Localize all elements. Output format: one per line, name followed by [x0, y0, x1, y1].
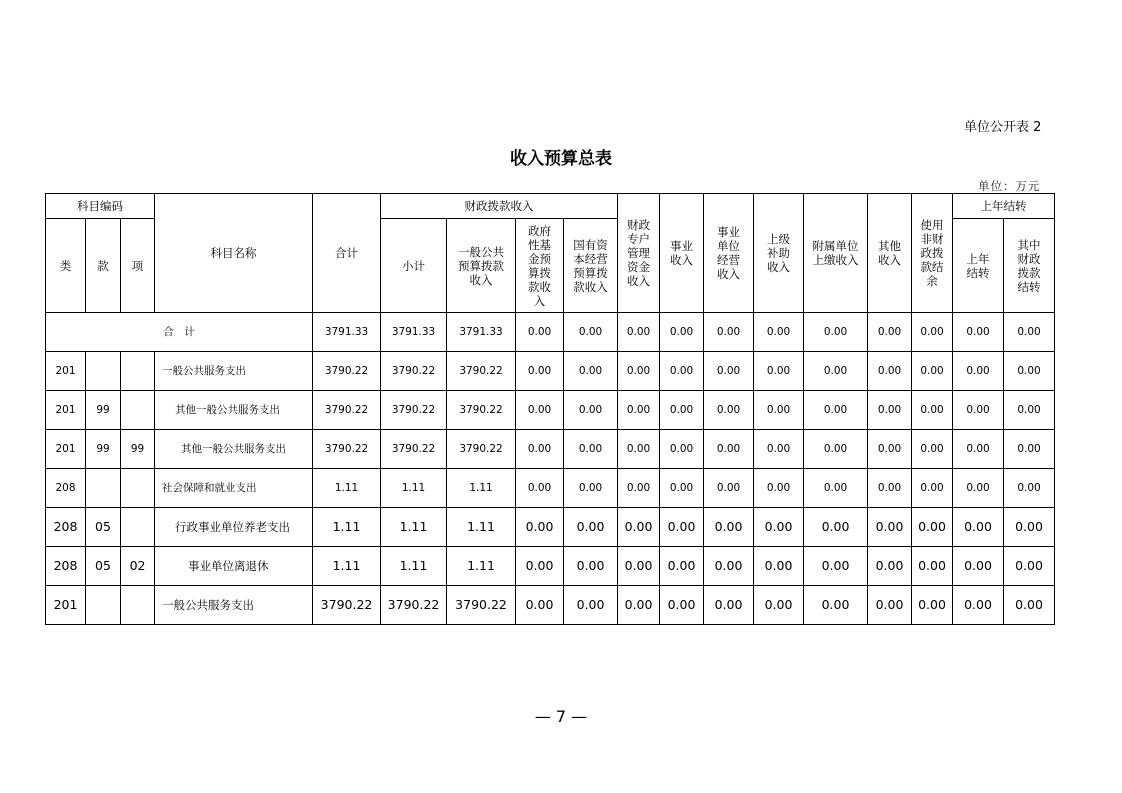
value-cell: 0.00 — [704, 508, 754, 547]
item-name: 社会保障和就业支出 — [155, 469, 313, 508]
code-xiang — [121, 469, 155, 508]
table-row — [46, 508, 1055, 547]
value-cell: 1.11 — [313, 547, 381, 586]
value-cell: 0.00 — [564, 547, 618, 586]
value-cell: 0.00 — [804, 547, 868, 586]
value-cell: 0.00 — [953, 430, 1004, 469]
item-name: 一般公共服务支出 — [155, 352, 313, 391]
total-cell: 0.00 — [516, 313, 564, 352]
value-cell: 0.00 — [516, 430, 564, 469]
table-row — [46, 430, 1055, 469]
code-kuan — [86, 469, 121, 508]
code-xiang — [121, 586, 155, 625]
value-cell: 0.00 — [912, 430, 953, 469]
value-cell: 0.00 — [660, 352, 704, 391]
page-title: 收入预算总表 — [510, 149, 612, 169]
value-cell: 0.00 — [868, 352, 912, 391]
value-cell: 0.00 — [704, 586, 754, 625]
header-total: 合计 — [313, 194, 381, 313]
header-gov-fund: 政府性基金预算拨款收入 — [516, 219, 564, 313]
value-cell: 0.00 — [660, 508, 704, 547]
header-other: 其他收入 — [868, 194, 912, 313]
table-row — [46, 352, 1055, 391]
total-cell: 0.00 — [660, 313, 704, 352]
header-affiliated: 附属单位上缴收入 — [804, 194, 868, 313]
total-cell: 0.00 — [912, 313, 953, 352]
header-fiscal-group: 财政拨款收入 — [381, 194, 618, 219]
header-last-year: 上年结转 — [953, 219, 1004, 313]
header-nonfiscal-balance: 使用非财政拨款结余 — [912, 194, 953, 313]
value-cell: 3790.22 — [381, 430, 447, 469]
value-cell: 0.00 — [912, 547, 953, 586]
value-cell: 0.00 — [660, 586, 704, 625]
value-cell: 0.00 — [953, 586, 1004, 625]
value-cell: 3790.22 — [447, 586, 516, 625]
value-cell: 0.00 — [754, 352, 804, 391]
code-lei: 201 — [46, 430, 86, 469]
value-cell: 0.00 — [618, 547, 660, 586]
value-cell: 1.11 — [447, 508, 516, 547]
header-kuan: 款 — [86, 219, 121, 313]
value-cell: 0.00 — [1004, 352, 1055, 391]
header-name: 科目名称 — [155, 194, 313, 313]
value-cell: 0.00 — [953, 547, 1004, 586]
value-cell: 1.11 — [447, 547, 516, 586]
value-cell: 3790.22 — [381, 586, 447, 625]
value-cell: 0.00 — [1004, 508, 1055, 547]
value-cell: 0.00 — [704, 391, 754, 430]
value-cell: 0.00 — [1004, 547, 1055, 586]
value-cell: 0.00 — [804, 391, 868, 430]
value-cell: 0.00 — [516, 391, 564, 430]
value-cell: 0.00 — [618, 391, 660, 430]
code-kuan: 05 — [86, 508, 121, 547]
value-cell: 0.00 — [754, 547, 804, 586]
table-row — [46, 391, 1055, 430]
total-cell: 0.00 — [953, 313, 1004, 352]
header-code-group: 科目编码 — [46, 194, 155, 219]
value-cell: 0.00 — [704, 469, 754, 508]
value-cell: 0.00 — [618, 508, 660, 547]
value-cell: 1.11 — [313, 508, 381, 547]
item-name: 一般公共服务支出 — [155, 586, 313, 625]
value-cell: 0.00 — [912, 586, 953, 625]
value-cell: 0.00 — [618, 469, 660, 508]
value-cell: 0.00 — [953, 508, 1004, 547]
header-carryover-group: 上年结转 — [953, 194, 1055, 219]
value-cell: 0.00 — [660, 469, 704, 508]
code-xiang — [121, 508, 155, 547]
value-cell: 0.00 — [804, 469, 868, 508]
value-cell: 0.00 — [564, 352, 618, 391]
value-cell: 0.00 — [704, 352, 754, 391]
value-cell: 1.11 — [381, 547, 447, 586]
value-cell: 0.00 — [868, 586, 912, 625]
value-cell: 3790.22 — [313, 586, 381, 625]
income-budget-table — [45, 193, 1055, 625]
value-cell: 0.00 — [953, 469, 1004, 508]
code-xiang — [121, 352, 155, 391]
header-business: 事业收入 — [660, 194, 704, 313]
item-name: 其他一般公共服务支出 — [155, 430, 313, 469]
code-xiang: 02 — [121, 547, 155, 586]
value-cell: 0.00 — [754, 469, 804, 508]
code-kuan: 99 — [86, 391, 121, 430]
value-cell: 0.00 — [516, 547, 564, 586]
code-xiang — [121, 391, 155, 430]
code-kuan: 05 — [86, 547, 121, 586]
total-cell: 3791.33 — [447, 313, 516, 352]
item-name: 其他一般公共服务支出 — [155, 391, 313, 430]
table-row — [46, 469, 1055, 508]
table-row — [46, 547, 1055, 586]
value-cell: 0.00 — [912, 352, 953, 391]
code-lei: 201 — [46, 586, 86, 625]
value-cell: 3790.22 — [447, 391, 516, 430]
header-xiang: 项 — [121, 219, 155, 313]
header-subtotal: 小计 — [381, 219, 447, 313]
code-kuan — [86, 586, 121, 625]
header-fiscal-carryover: 其中财政拨款结转 — [1004, 219, 1055, 313]
page-number: — 7 — — [534, 707, 588, 726]
value-cell: 0.00 — [912, 391, 953, 430]
total-label: 合 计 — [46, 313, 313, 352]
value-cell: 0.00 — [754, 430, 804, 469]
code-kuan: 99 — [86, 430, 121, 469]
header-general-budget: 一般公共预算拨款收入 — [447, 219, 516, 313]
header-special-fund: 财政专户管理资金收入 — [618, 194, 660, 313]
header-lei: 类 — [46, 219, 86, 313]
value-cell: 0.00 — [564, 469, 618, 508]
value-cell: 0.00 — [516, 352, 564, 391]
value-cell: 0.00 — [754, 586, 804, 625]
total-cell: 0.00 — [754, 313, 804, 352]
value-cell: 0.00 — [1004, 586, 1055, 625]
value-cell: 0.00 — [564, 508, 618, 547]
total-cell: 0.00 — [704, 313, 754, 352]
value-cell: 0.00 — [804, 430, 868, 469]
value-cell: 3790.22 — [447, 352, 516, 391]
total-cell: 0.00 — [564, 313, 618, 352]
value-cell: 0.00 — [868, 508, 912, 547]
total-cell: 0.00 — [618, 313, 660, 352]
value-cell: 1.11 — [447, 469, 516, 508]
value-cell: 0.00 — [564, 391, 618, 430]
value-cell: 3790.22 — [313, 391, 381, 430]
value-cell: 0.00 — [516, 469, 564, 508]
value-cell: 0.00 — [953, 352, 1004, 391]
value-cell: 0.00 — [564, 586, 618, 625]
value-cell: 0.00 — [868, 391, 912, 430]
value-cell: 0.00 — [704, 547, 754, 586]
total-cell: 3791.33 — [313, 313, 381, 352]
code-lei: 208 — [46, 508, 86, 547]
unit-label: 单位：万元 — [978, 179, 1041, 193]
value-cell: 0.00 — [953, 391, 1004, 430]
value-cell: 0.00 — [516, 586, 564, 625]
value-cell: 0.00 — [660, 430, 704, 469]
code-xiang: 99 — [121, 430, 155, 469]
value-cell: 0.00 — [754, 508, 804, 547]
value-cell: 0.00 — [660, 547, 704, 586]
value-cell: 3790.22 — [381, 352, 447, 391]
value-cell: 0.00 — [754, 391, 804, 430]
value-cell: 0.00 — [868, 469, 912, 508]
total-cell: 0.00 — [804, 313, 868, 352]
form-number: 单位公开表 2 — [964, 120, 1042, 135]
code-kuan — [86, 352, 121, 391]
value-cell: 3790.22 — [313, 352, 381, 391]
value-cell: 0.00 — [804, 586, 868, 625]
value-cell: 1.11 — [381, 508, 447, 547]
value-cell: 0.00 — [660, 391, 704, 430]
value-cell: 0.00 — [618, 430, 660, 469]
value-cell: 0.00 — [704, 430, 754, 469]
item-name: 事业单位离退休 — [155, 547, 313, 586]
table-row — [46, 586, 1055, 625]
value-cell: 0.00 — [912, 508, 953, 547]
value-cell: 0.00 — [868, 547, 912, 586]
header-state-capital: 国有资本经营预算拨款收入 — [564, 219, 618, 313]
code-lei: 208 — [46, 547, 86, 586]
value-cell: 0.00 — [1004, 391, 1055, 430]
header-subsidy: 上级补助收入 — [754, 194, 804, 313]
value-cell: 3790.22 — [447, 430, 516, 469]
value-cell: 3790.22 — [381, 391, 447, 430]
value-cell: 0.00 — [618, 586, 660, 625]
code-lei: 201 — [46, 352, 86, 391]
value-cell: 0.00 — [868, 430, 912, 469]
value-cell: 0.00 — [618, 352, 660, 391]
value-cell: 0.00 — [804, 352, 868, 391]
total-cell: 0.00 — [1004, 313, 1055, 352]
total-cell: 3791.33 — [381, 313, 447, 352]
value-cell: 0.00 — [1004, 430, 1055, 469]
value-cell: 3790.22 — [313, 430, 381, 469]
code-lei: 208 — [46, 469, 86, 508]
item-name: 行政事业单位养老支出 — [155, 508, 313, 547]
value-cell: 0.00 — [912, 469, 953, 508]
code-lei: 201 — [46, 391, 86, 430]
value-cell: 1.11 — [313, 469, 381, 508]
value-cell: 1.11 — [381, 469, 447, 508]
total-row — [46, 313, 1055, 352]
header-operating: 事业单位经营收入 — [704, 194, 754, 313]
total-cell: 0.00 — [868, 313, 912, 352]
value-cell: 0.00 — [564, 430, 618, 469]
value-cell: 0.00 — [804, 508, 868, 547]
value-cell: 0.00 — [516, 508, 564, 547]
value-cell: 0.00 — [1004, 469, 1055, 508]
